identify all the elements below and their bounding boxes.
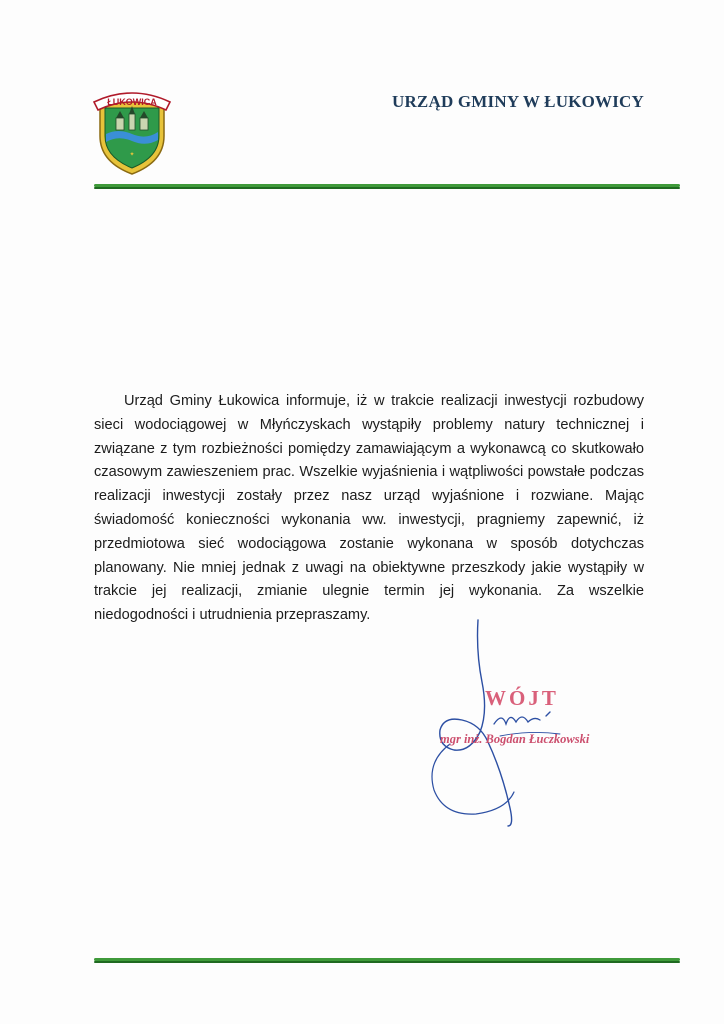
coat-of-arms-logo — [92, 84, 172, 178]
svg-text:✦: ✦ — [129, 152, 135, 158]
crest-label: ŁUKOWICA — [107, 97, 157, 107]
header-divider — [94, 184, 680, 187]
office-title: URZĄD GMINY W ŁUKOWICY — [391, 92, 644, 111]
stamp-title: WÓJT — [485, 686, 559, 710]
footer-divider — [94, 958, 680, 961]
stamp-name: mgr inż. Bogdan Łuczkowski — [440, 732, 590, 746]
handwritten-signature — [410, 612, 600, 832]
letter-body: Urząd Gminy Łukowica informuje, iż w trakcie realizacji inwestycji rozbudowy sieci wodociągowej w Młyńczyskach wystąpiły problemy natury technicznej i związane z tym rozbieżności pomiędzy zamawiającym a wykonawcą co skutkowało czasowym zawieszeniem prac. Wszelkie wyjaśnienia i wątpliwości powstałe podczas realizacji inwestycji zostały przez nasz urząd wyjaśnione i rozwiane. Mając świadomość konieczności wykonania ww. inwestycji, pragniemy zapewnić, iż przedmiotowa sieć wodociągowa zostanie wykonana w sposób dotychczas planowany. Nie mniej jednak z uwagi na obiektywne przeszkody jakie wystąpiły w trakcie jej realizacji, zmianie ulegnie termin jej wykonania. Za wszelkie niedogodności i utrudnienia przepraszamy. — [94, 393, 644, 624]
